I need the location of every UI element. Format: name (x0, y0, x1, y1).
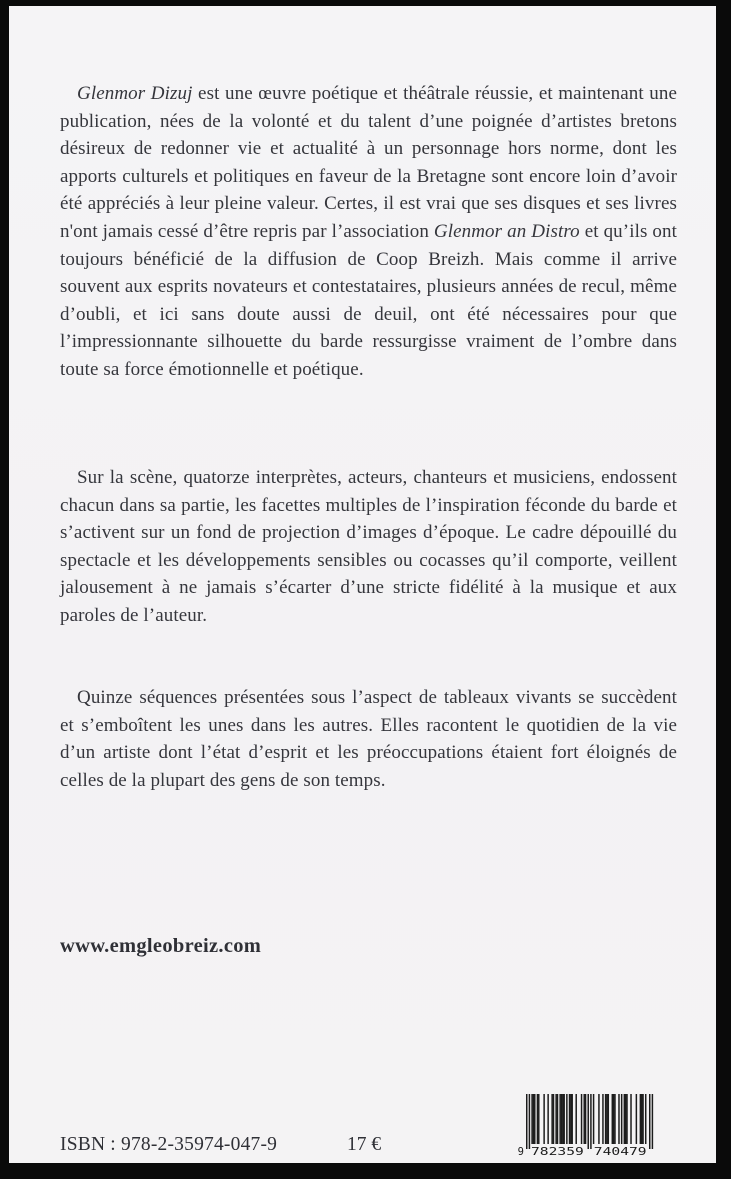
cover-paper (9, 6, 716, 1163)
blurb-paragraph-2: Sur la scène, quatorze interprètes, acteurs, chanteurs et musiciens, endossent chacun dans sa partie, les facettes multiples de l’inspiration féconde du barde et s’activent sur un fond de projection d’images d’époque. Le cadre dépouillé du spectacle et les développements sensibles ou cocasses qu’il comporte, veillent jalousement à ne jamais s’écarter d’une stricte fidélité à la musique et aux paroles de l’auteur. (60, 467, 677, 626)
barcode-digits-left: 782359 (531, 1146, 584, 1156)
barcode-digits-right: 740479 (593, 1146, 647, 1156)
barcode-bars (517, 1094, 658, 1156)
price-text: 17 € (347, 1134, 382, 1155)
work-title-italic: Glenmor Dizuj (77, 83, 193, 104)
blurb-text-1a: est une œuvre poétique et théâtrale réussie, et maintenant une publication, nées de la volonté et du talent d’une poignée d’artistes bretons désireux de redonner vie et actualité à un personnage hors norme, dont les apports culturels et politiques en faveur de la Bretagne sont encore loin d’avoir été appréciés à leur pleine valeur. Certes, il est vrai que ses disques et ses livres n'ont jamais cessé d’être repris par l’association (60, 83, 677, 242)
ean13-barcode (517, 1094, 658, 1156)
isbn-text: ISBN : 978-2-35974-047-9 (60, 1134, 278, 1155)
association-name-italic: Glenmor an Distro (433, 220, 580, 242)
publisher-website-url: www.emgleobreiz.com (60, 935, 262, 957)
barcode-digit-first: 9 (517, 1146, 524, 1156)
blurb-text-1b: et qu’ils ont toujours bénéficié de la diffusion de Coop Breizh. Mais comme il arrive souvent aux esprits novateurs et contestataires, plusieurs années de recul, même d’oubli, et ici sans doute aussi de deuil, ont été nécessaires pour que l’impressionnante silhouette du barde ressurgisse vraiment de l’ombre dans toute sa force émotionnelle et poétique. (60, 220, 677, 380)
blurb-paragraph-3: Quinze séquences présentées sous l’aspect de tableaux vivants se succèdent et s’emboîtent les unes dans les autres. Elles racontent le quotidien de la vie d’un artiste dont l’état d’esprit et les préoccupations étaient fort éloignés de celles de la plupart des gens de son temps. (60, 687, 677, 791)
blurb-paragraph-1 (60, 80, 677, 384)
